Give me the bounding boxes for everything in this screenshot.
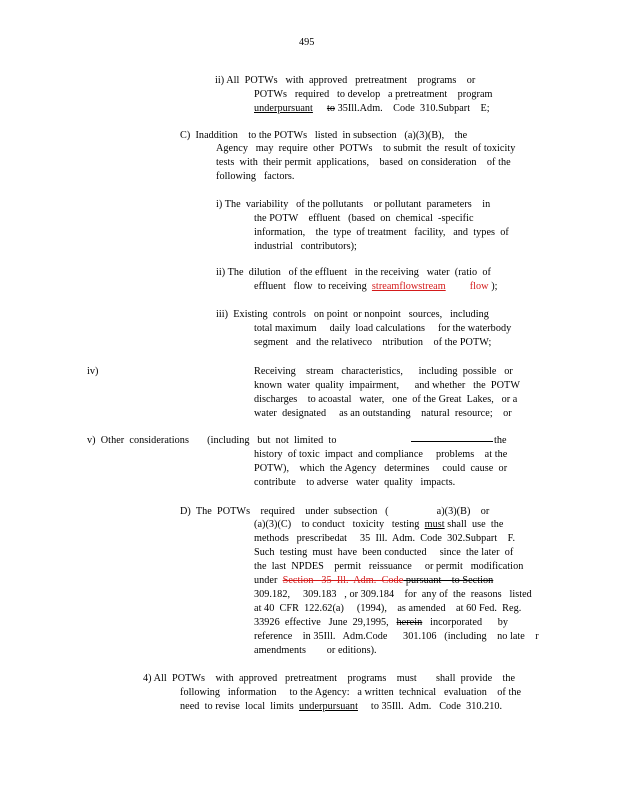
item-iv-line-3: discharges to acoastal water, one of the Great Lakes, or a — [254, 394, 518, 405]
deleted-herein: herein — [396, 617, 423, 628]
item-i-line-4: industrial contributors); — [254, 241, 357, 252]
item-v-line-1: v) Other considerations (including but not limited to — [87, 435, 337, 446]
paragraph-d-under: under — [254, 575, 283, 586]
paragraph-d-line-7: 309.182, 309.183 , or 309.184 for any of the reasons listed — [254, 589, 532, 600]
paragraph-d-line-10: reference in 35Ill. Adm.Code 301.106 (including no late r — [254, 631, 539, 642]
item-v-line-2: history of toxic impact and compliance problems at the — [254, 449, 508, 460]
paragraph-d-incorporated: incorporated by — [422, 617, 509, 628]
item-ii-top-line-1: ii) All POTWs with approved pretreatment programs or — [215, 75, 476, 86]
item-ii-line-1: ii) The dilution of the effluent in the receiving water (ratio of — [216, 267, 491, 278]
item-ii-end: ); — [488, 281, 498, 292]
item-ii-text: effluent flow to receiving — [254, 281, 372, 292]
item-iv-line-4: water designated as an outstanding natural resource; or — [254, 408, 512, 419]
paragraph-d-line-2 — [254, 519, 503, 531]
item-v-line-1-end: the — [494, 435, 507, 446]
paragraph-d-text: D) The POTWs required under subsection ( — [180, 506, 389, 517]
inserted-streamflowstream: streamflowstream — [371, 281, 446, 292]
paragraph-c-line-1: C) Inaddition to the POTWs listed in subsection (a)(3)(B), the — [180, 130, 468, 141]
paragraph-d-ref: a)(3)(B) or — [436, 506, 490, 517]
paragraph-d-line-3: methods prescribedat 35 Ill. Adm. Code 302.Subpart F. — [254, 533, 516, 544]
item-ii-line-2 — [254, 281, 498, 293]
inserted-flow: flow — [469, 281, 489, 292]
citation-text: 35Ill.Adm. Code 310.Subpart E; — [334, 103, 490, 114]
paragraph-d-line-1 — [180, 506, 489, 518]
paragraph-d-line-9 — [254, 617, 508, 629]
paragraph-c-line-2: Agency may require other POTWs to submit the result of toxicity — [216, 143, 516, 154]
paragraph-d-line-8: at 40 CFR 122.62(a) (1994), as amended at 60 Fed. Reg. — [254, 603, 522, 614]
inserted-shall: shall use the — [444, 519, 504, 530]
item-v-line-3: POTW), which the Agency determines could cause or — [254, 463, 508, 474]
deleted-must: must — [424, 519, 445, 530]
paragraph-4-shall: shall provide the — [435, 673, 516, 684]
paragraph-d-date: 33926 effective June 29,1995, — [254, 617, 397, 628]
deleted-section-citation: Section 35 Ill. Adm. Code — [282, 575, 404, 586]
paragraph-d-text-2: (a)(3)(C) to conduct toxicity testing — [254, 519, 425, 530]
paragraph-c-line-4: following factors. — [216, 171, 295, 182]
item-ii-top-line-2: POTWs required to develop a pretreatment program — [254, 89, 493, 100]
paragraph-4-line-2: following information to the Agency: a written technical evaluation of the — [180, 687, 522, 698]
item-iii-line-1: iii) Existing controls on point or nonpoint sources, including — [216, 309, 489, 320]
paragraph-d-line-5: the last NPDES permit reissuance or permit modification — [254, 561, 524, 572]
deleted-underpursuant-2: underpursuant — [299, 701, 358, 712]
item-iv-line-1: Receiving stream characteristics, including possible or — [254, 366, 513, 377]
paragraph-4-line-1 — [143, 673, 515, 685]
paragraph-d-line-4: Such testing must have been conducted since the later of — [254, 547, 514, 558]
deleted-pursuant: pursuant to Section — [403, 575, 494, 586]
paragraph-c-line-3: tests with their permit applications, based on consideration of the — [216, 157, 511, 168]
item-iv-line-2: known water quality impairment, and whether the POTW — [254, 380, 520, 391]
item-iv-label: iv) — [87, 366, 99, 377]
item-ii-top-line-3 — [254, 103, 490, 115]
paragraph-d-line-11: amendments or editions). — [254, 645, 377, 656]
blank-rule — [411, 441, 493, 442]
deleted-to: to — [326, 103, 335, 114]
page-number: 495 — [299, 37, 315, 48]
paragraph-4-need: need to revise local limits — [180, 701, 300, 712]
item-iii-line-2: total maximum daily load calculations for the waterbody — [254, 323, 512, 334]
item-i-line-3: information, the type of treatment facility, and types of — [254, 227, 509, 238]
item-i-line-1: i) The variability of the pollutants or pollutant parameters in — [216, 199, 491, 210]
deleted-underpursuant: underpursuant — [254, 103, 313, 114]
item-i-line-2: the POTW effluent (based on chemical -specific — [254, 213, 474, 224]
paragraph-4-text: 4) All POTWs with approved pretreatment programs must — [143, 673, 422, 684]
item-iii-line-3: segment and the relativeco ntribution of the POTW; — [254, 337, 492, 348]
paragraph-4-citation: to 35Ill. Adm. Code 310.210. — [357, 701, 503, 712]
item-v-line-4: contribute to adverse water quality impacts. — [254, 477, 456, 488]
paragraph-4-line-3 — [180, 701, 502, 713]
paragraph-d-line-6 — [254, 575, 493, 587]
